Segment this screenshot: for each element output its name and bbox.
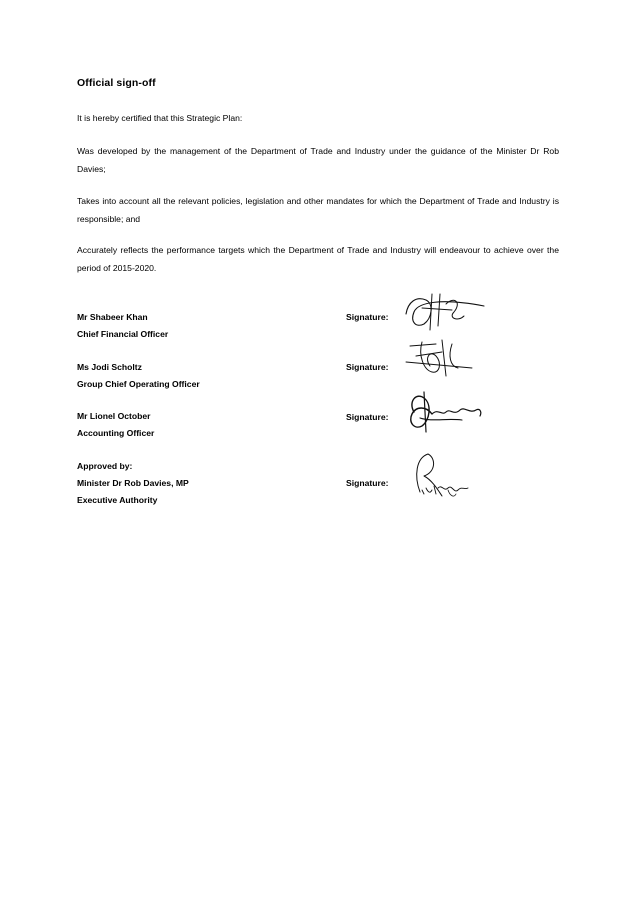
signature-label: Signature: [346, 478, 389, 488]
page-title: Official sign-off [77, 77, 156, 89]
handwritten-signature-icon [402, 388, 486, 434]
signatory-title: Chief Financial Officer [77, 329, 169, 339]
handwritten-signature-icon [402, 288, 492, 336]
signature-image-minister [402, 450, 478, 502]
signatory-name: Minister Dr Rob Davies, MP [77, 478, 189, 488]
signature-label: Signature: [346, 412, 389, 422]
signatory-name: Ms Jodi Scholtz [77, 362, 142, 372]
clause-policies: Takes into account all the relevant policies, legislation and other mandates for which the Department of Trade and Industry is responsible; and [77, 196, 559, 224]
signatory-title: Group Chief Operating Officer [77, 379, 200, 389]
signature-image-accounting [402, 388, 486, 434]
signature-image-cfo [402, 288, 492, 336]
signature-label: Signature: [346, 362, 389, 372]
clause-targets: Accurately reflects the performance targets which the Department of Trade and Industry will endeavour to achieve over the period of 2015-2020. [77, 245, 559, 273]
handwritten-signature-icon [402, 336, 482, 380]
approval-label: Approved by: [77, 461, 133, 471]
intro-text: It is hereby certified that this Strategic Plan: [77, 113, 243, 123]
signatory-title: Accounting Officer [77, 428, 155, 438]
handwritten-signature-icon [402, 450, 478, 502]
signatory-accounting [77, 408, 154, 442]
signatory-name: Mr Lionel October [77, 411, 151, 421]
signatory-gcoo [77, 359, 200, 393]
signatory-minister [77, 458, 189, 509]
signature-image-gcoo [402, 336, 482, 380]
signatory-cfo [77, 309, 168, 343]
clause-developed: Was developed by the management of the Department of Trade and Industry under the guidance of the Minister Dr Rob Davies; [77, 146, 559, 174]
signatory-name: Mr Shabeer Khan [77, 312, 148, 322]
signature-label: Signature: [346, 312, 389, 322]
signatory-title: Executive Authority [77, 495, 158, 505]
